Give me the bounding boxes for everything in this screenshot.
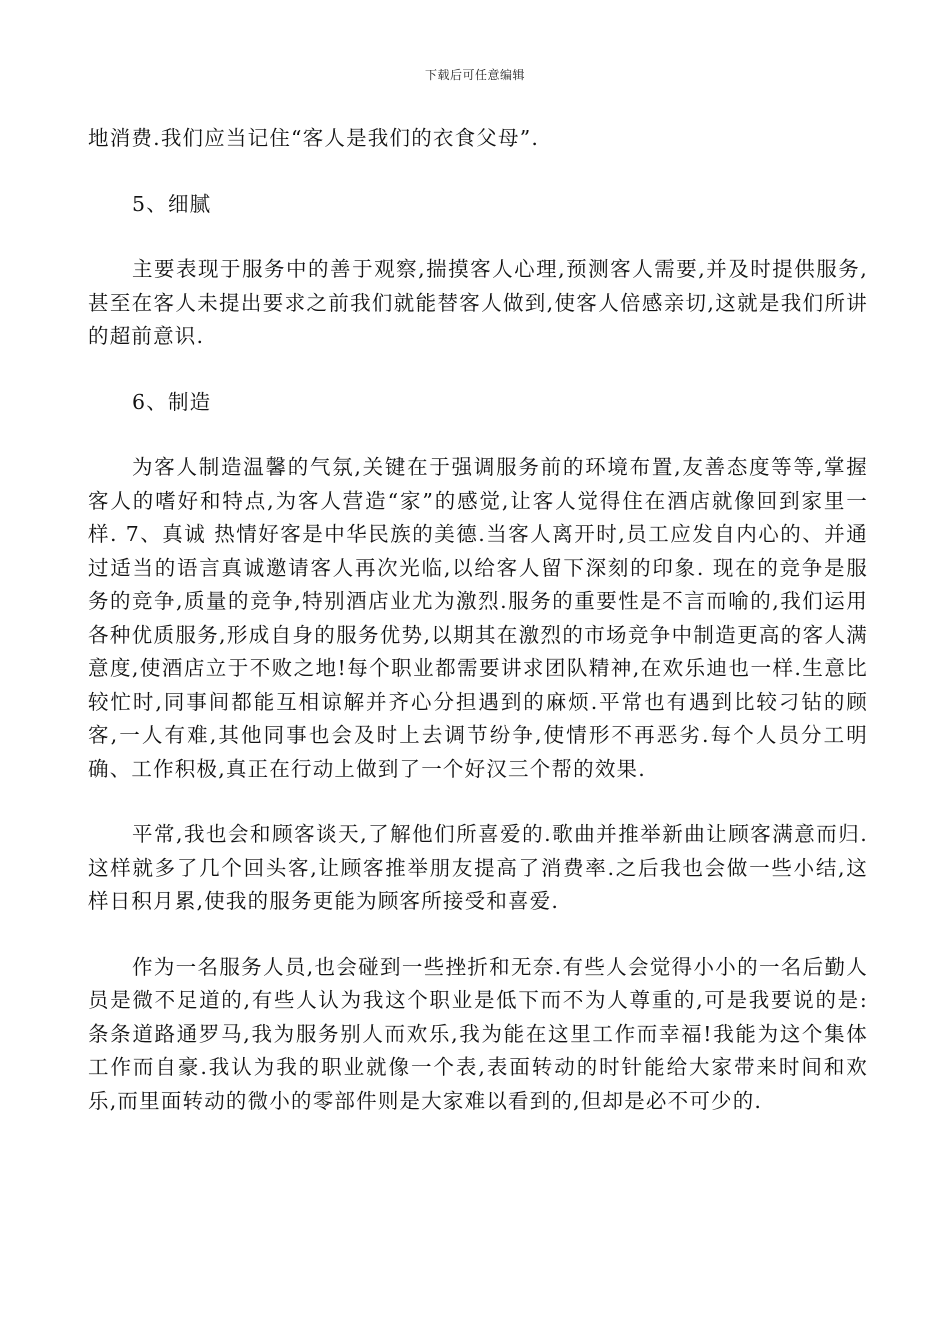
section-heading-5: 5、细腻 [132,191,212,216]
page-header: 下载后可任意编辑 [424,68,525,82]
paragraph-create-atmosphere: 为客人制造温馨的气氛,关键在于强调服务前的环境布置,友善态度等等,掌握客人的嗜好和特点,为客人营造“家”的感觉,让客人觉得住在酒店就像回到家里一样. 7、真诚 热情好客是中华民族的美德.当客人离开时,员工应发自内心的、并通过适当的语言真诚邀请客人再次光临,以给客人留下深刻的印象. 现在的竞争是服务的竞争,质量的竞争,特别酒店业尤为激烈.服务的重要性是不言而喻的,我们运用各种优质服务,形成自身的服务优势,以期其在激烈的市场竞争中制造更高的客人满意度,使酒店立于不败之地!每个职业都需要讲求团队精神,在欢乐迪也一样.生意比较忙时,同事间都能互相谅解并齐心分担遇到的麻烦.平常也有遇到比较刁钻的顾客,一人有难,其他同事也会及时上去调节纷争,使情形不再恶劣.每个人员分工明确、工作积极,真正在行动上做到了一个好汉三个帮的效果. [88,455,868,781]
section-heading-6: 6、制造 [132,389,212,414]
paragraph-service-staff: 作为一名服务人员,也会碰到一些挫折和无奈.有些人会觉得小小的一名后勤人员是微不足道的,有些人认为我这个职业是低下而不为人尊重的,可是我要说的是:条条道路通罗马,我为服务别人而欢乐,我为能在这里工作而幸福!我能为这个集体工作而自豪.我认为我的职业就像一个表,表面转动的时针能给大家带来时间和欢乐,而里面转动的微小的零部件则是大家难以看到的,但却是必不可少的. [88,954,868,1113]
paragraph-consumption: 地消费.我们应当记住“客人是我们的衣食父母”. [88,126,540,150]
paragraph-attentive: 主要表现于服务中的善于观察,揣摸客人心理,预测客人需要,并及时提供服务,甚至在客人未提出要求之前我们就能替客人做到,使客人倍感亲切,这就是我们所讲的超前意识. [88,257,868,348]
document-body [88,122,868,1150]
paragraph-chat-customers: 平常,我也会和顾客谈天,了解他们所喜爱的.歌曲并推举新曲让顾客满意而归.这样就多了几个回头客,让顾客推举朋友提高了消费率.之后我也会做一些小结,这样日积月累,使我的服务更能为顾客所接受和喜爱. [88,822,868,913]
